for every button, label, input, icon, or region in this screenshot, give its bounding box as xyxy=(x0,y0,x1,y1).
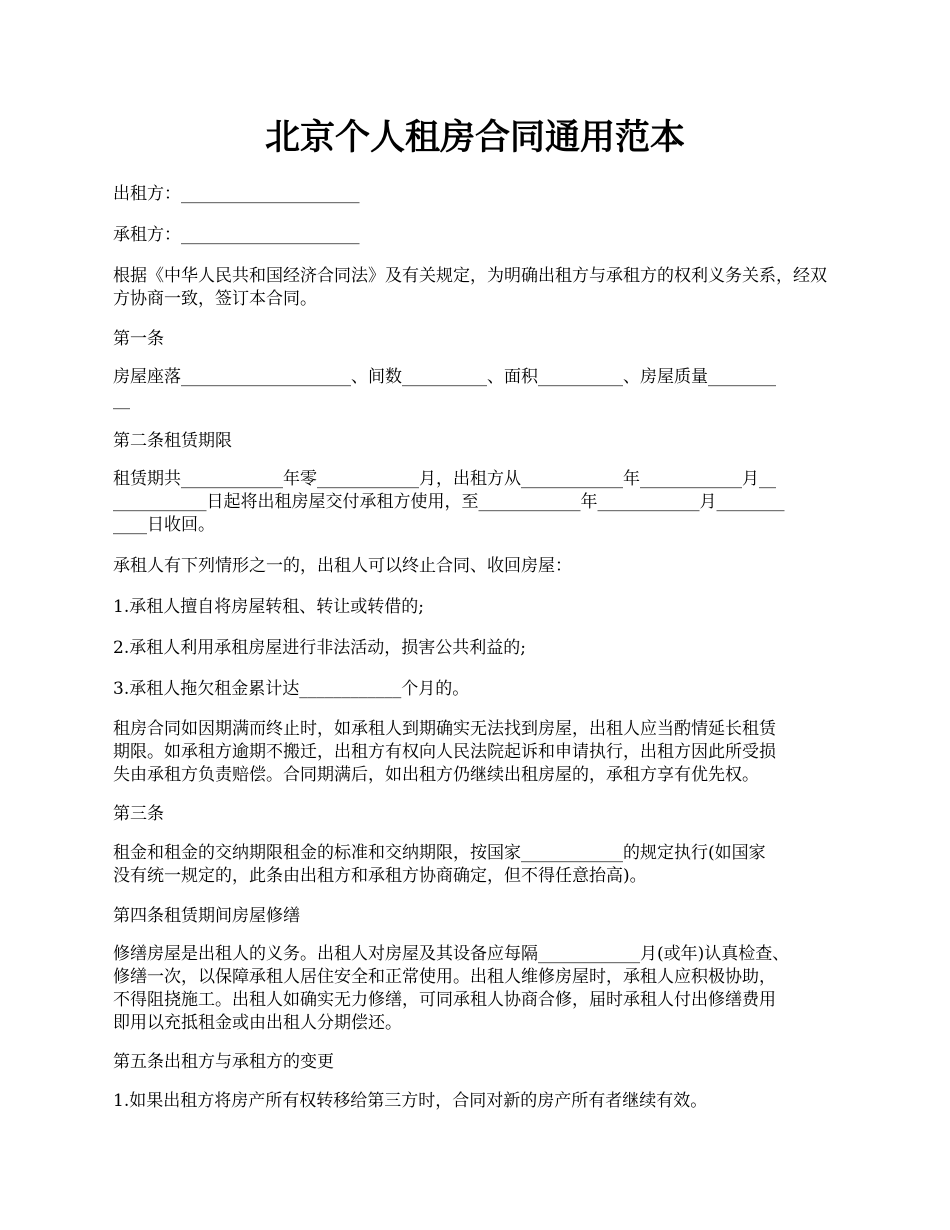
article-3-heading: 第三条 xyxy=(113,804,164,824)
party-a-line xyxy=(113,183,843,206)
termination-item-3: 3.承租人拖欠租金累计达____________个月的。 xyxy=(113,679,470,699)
article-3-line-2: 没有统一规定的，此条由出租方和承租方协商确定，但不得任意抬高)。 xyxy=(113,866,647,886)
article-5-heading: 第五条出租方与承租方的变更 xyxy=(113,1052,334,1072)
article-2-line-1: 租赁期共____________年零____________月，出租方从____________年____________月__ xyxy=(113,469,776,489)
party-b-label: 承租方： xyxy=(113,225,181,245)
article-5-item-1: 1.如果出租方将房产所有权转移给第三方时，合同对新的房产所有者继续有效。 xyxy=(113,1091,708,1111)
party-a-blank: _____________________ xyxy=(181,184,360,204)
article-1-line-2: __ xyxy=(113,390,130,410)
intro-paragraph: 根据《中华人民共和国经济合同法》及有关规定，为明确出租方与承租方的权利义务关系，经双方协商一致，签订本合同。 xyxy=(113,266,827,309)
expiry-line-2: 期限。如承租方逾期不搬迁，出租方有权向人民法院起诉和申请执行，出租方因此所受损 xyxy=(113,742,776,762)
termination-item-2: 2.承租人利用承租房屋进行非法活动，损害公共利益的; xyxy=(113,638,526,658)
article-4-line-2: 修缮一次，以保障承租人居住安全和正常使用。出租人维修房屋时，承租人应积极协助， xyxy=(113,967,776,987)
article-2-line-3: ____日收回。 xyxy=(113,515,215,535)
expiry-line-3: 失由承租方负责赔偿。合同期满后，如出租方仍继续出租房屋的，承租方享有优先权。 xyxy=(113,765,759,785)
party-a-label: 出租方： xyxy=(113,184,181,204)
article-1-line-1: 房屋座落____________________、间数__________、面积__________、房屋质量________ xyxy=(113,367,776,387)
article-2-line-2: ___________日起将出租房屋交付承租方使用，至____________年____________月________ xyxy=(113,492,785,512)
article-3-line-1: 租金和租金的交纳期限租金的标准和交纳期限，按国家____________的规定执行(如国家 xyxy=(113,843,766,863)
expiry-line-1: 租房合同如因期满而终止时，如承租人到期确实无法找到房屋，出租人应当酌情延长租赁 xyxy=(113,719,776,739)
article-4-line-1: 修缮房屋是出租人的义务。出租人对房屋及其设备应每隔____________月(或年)认真检查、 xyxy=(113,944,790,964)
party-b-blank: _____________________ xyxy=(181,225,360,245)
article-4-heading: 第四条租赁期间房屋修缮 xyxy=(113,906,300,926)
article-4-line-4: 即用以充抵租金或由出租人分期偿还。 xyxy=(113,1013,402,1033)
document-title: 北京个人租房合同通用范本 xyxy=(264,117,685,158)
article-4-line-3: 不得阻挠施工。出租人如确实无力修缮，可同承租人协商合修，届时承租人付出修缮费用 xyxy=(113,990,776,1010)
article-1-heading: 第一条 xyxy=(113,329,164,349)
article-2-heading: 第二条租赁期限 xyxy=(113,431,232,451)
termination-intro: 承租人有下列情形之一的，出租人可以终止合同、收回房屋： xyxy=(113,556,572,576)
termination-item-1: 1.承租人擅自将房屋转租、转让或转借的; xyxy=(113,597,424,617)
party-b-line xyxy=(113,224,843,247)
